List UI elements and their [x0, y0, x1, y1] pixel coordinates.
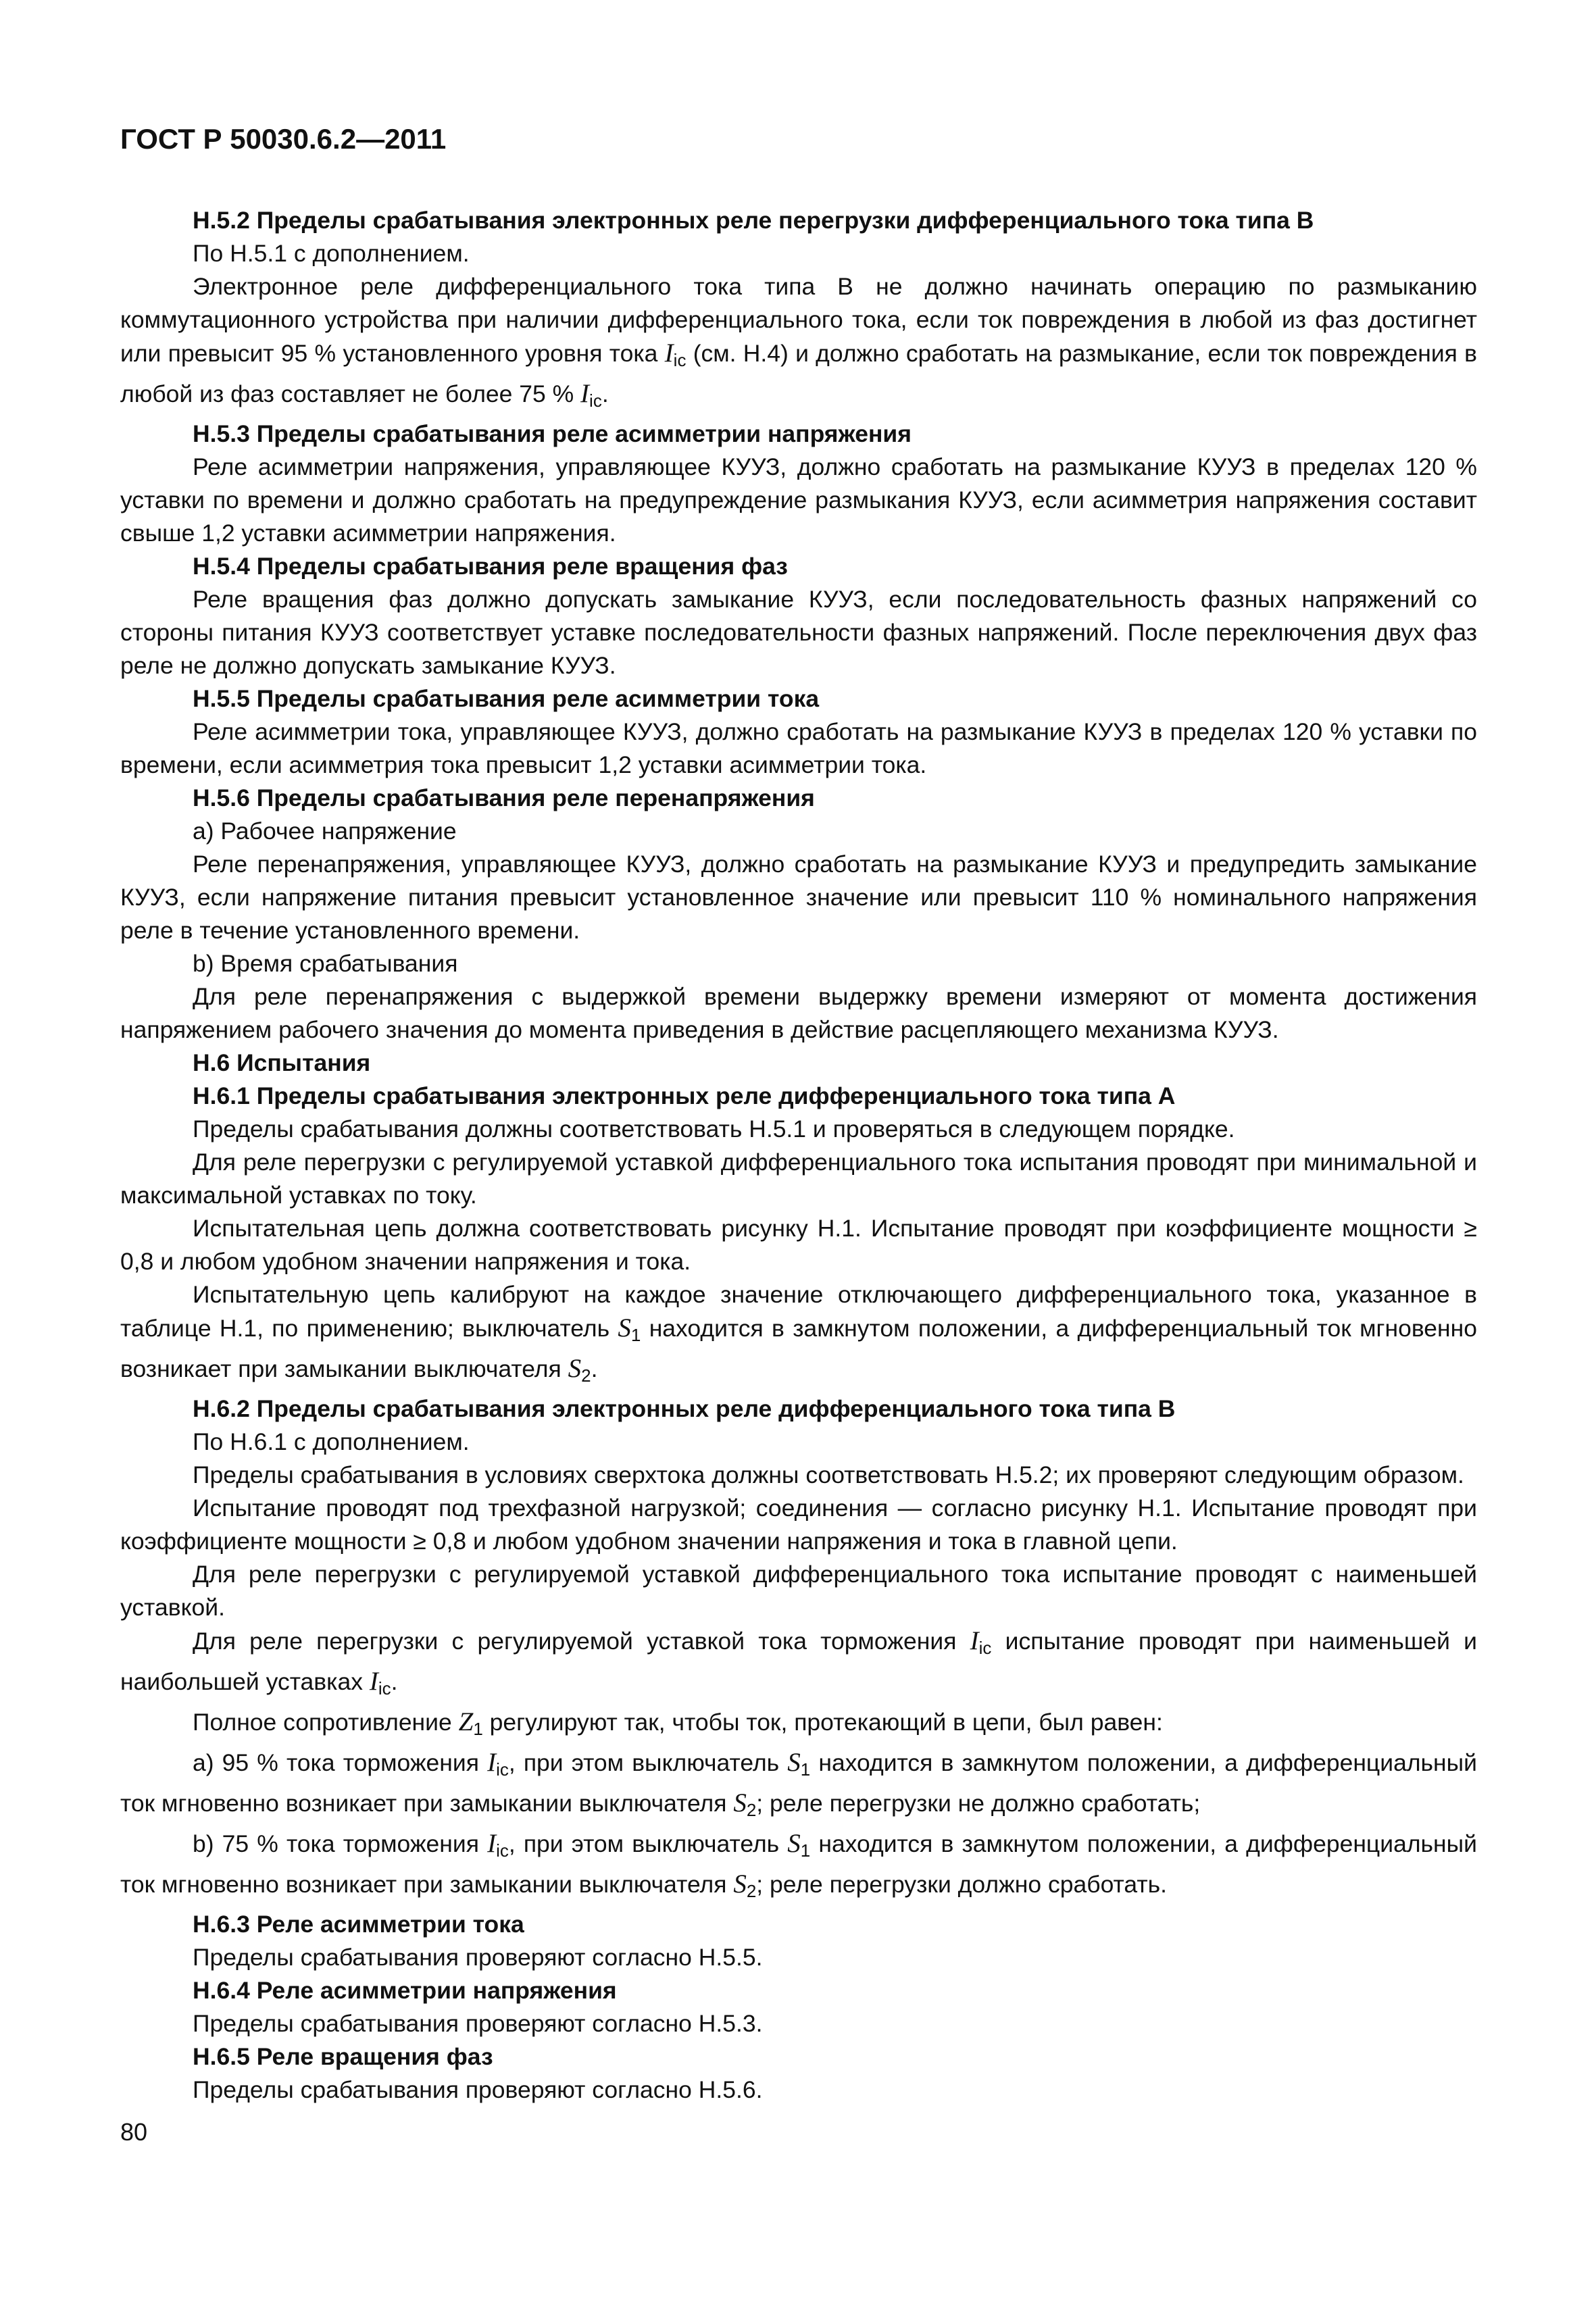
text-run: Для реле перегрузки с регулируемой уставкой тока торможения	[193, 1628, 970, 1655]
paragraph: Пределы срабатывания в условиях сверхтока должны соответствовать Н.5.2; их проверяют следующим образом.	[193, 1461, 1464, 1488]
paragraph	[120, 1827, 1477, 1908]
formula-symbol: $Z_1$	[458, 1707, 483, 1739]
section-heading: Н.6.4 Реле асимметрии напряжения	[193, 1977, 617, 2004]
paragraph: b) Время срабатывания	[193, 950, 458, 977]
text-run: а) 95 % тока торможения	[193, 1749, 488, 1776]
paragraph: Пределы срабатывания проверяют согласно Н.5.5.	[193, 1944, 763, 1971]
document-header: ГОСТ Р 50030.6.2—2011	[120, 123, 447, 155]
section-heading: Н.6.2 Пределы срабатывания электронных реле дифференциального тока типа В	[193, 1395, 1176, 1422]
text-run: Электронное реле дифференциального тока типа В не должно начинать операцию по размыканию коммутационного устройства при наличии дифференциального тока, если ток повреждения в любой из фаз достигнет или превысит 95 % установленного уровня тока	[120, 273, 1477, 367]
paragraph: Пределы срабатывания проверяют согласно Н.5.3.	[193, 2010, 763, 2037]
formula-symbol: $I_{ic}$	[369, 1667, 391, 1699]
paragraph: По Н.6.1 с дополнением.	[193, 1428, 470, 1455]
paragraph: Для реле перенапряжения с выдержкой времени выдержку времени измеряют от момента достижения напряжением рабочего значения до момента приведения в действие расцепляющего механизма КУУЗ.	[120, 983, 1477, 1043]
paragraph: Для реле перегрузки с регулируемой уставкой дифференциального тока испытания проводят при минимальной и максимальной уставках по току.	[120, 1149, 1477, 1209]
paragraph: Испытательная цепь должна соответствовать рисунку Н.1. Испытание проводят при коэффициенте мощности ≥ 0,8 и любом удобном значении напряжения и тока.	[120, 1215, 1477, 1275]
text-run: находится в замкнутом положении, а дифференциальный ток мгновенно возникает при замыкании выключателя	[120, 1749, 1477, 1817]
text-run: b) 75 % тока торможения	[193, 1830, 488, 1857]
section-heading: Н.6 Испытания	[193, 1049, 371, 1076]
paragraph	[120, 1705, 1477, 1746]
text-run: испытание проводят при наименьшей и наибольшей уставках	[120, 1628, 1477, 1695]
text-run: регулируют так, чтобы ток, протекающий в цепи, был равен:	[482, 1709, 1163, 1736]
text-run: находится в замкнутом положении, а дифференциальный ток мгновенно возникает при замыкании выключателя	[120, 1315, 1477, 1382]
paragraph	[120, 1624, 1477, 1705]
paragraph: Реле асимметрии тока, управляющее КУУЗ, должно сработать на размыкание КУУЗ в пределах 120 % уставки по времени, если асимметрия тока превысит 1,2 уставки асимметрии тока.	[120, 718, 1477, 778]
section-heading: Н.5.5 Пределы срабатывания реле асимметрии тока	[193, 685, 820, 712]
text-run: ; реле перегрузки не должно сработать;	[756, 1790, 1201, 1817]
text-run: находится в замкнутом положении, а дифференциальный ток мгновенно возникает при замыкании выключателя	[120, 1830, 1477, 1898]
text-run: , при этом выключатель	[508, 1749, 788, 1776]
formula-symbol: $S_1$	[618, 1313, 641, 1345]
section-heading: Н.5.3 Пределы срабатывания реле асимметрии напряжения	[193, 420, 912, 447]
section-heading: Н.5.4 Пределы срабатывания реле вращения фаз	[193, 553, 788, 580]
paragraph: Реле перенапряжения, управляющее КУУЗ, должно сработать на размыкание КУУЗ и предупредить замыкание КУУЗ, если напряжение питания превысит установленное значение или превысит 110 % номинального напряжения реле в течение установленного времени.	[120, 851, 1477, 944]
text-run: Испытательную цепь калибруют на каждое значение отключающего дифференциального тока, указанное в таблице Н.1, по применению; выключатель	[120, 1281, 1477, 1342]
section-heading: Н.5.6 Пределы срабатывания реле перенапряжения	[193, 784, 815, 811]
document-body	[120, 204, 1477, 2107]
page-number: 80	[120, 2118, 148, 2146]
section-heading: Н.6.1 Пределы срабатывания электронных реле дифференциального тока типа А	[193, 1082, 1176, 1109]
paragraph: Для реле перегрузки с регулируемой уставкой дифференциального тока испытание проводят с наименьшей уставкой.	[120, 1561, 1477, 1621]
formula-symbol: $I_{ic}$	[487, 1829, 509, 1861]
text-run: Полное сопротивление	[193, 1709, 459, 1736]
section-heading: Н.6.3 Реле асимметрии тока	[193, 1911, 524, 1938]
formula-symbol: $I_{ic}$	[970, 1626, 992, 1658]
section-heading: Н.5.2 Пределы срабатывания электронных реле перегрузки дифференциального тока типа В	[193, 207, 1314, 234]
formula-symbol: $S_1$	[787, 1748, 811, 1780]
paragraph	[120, 1746, 1477, 1827]
formula-symbol: $I_{ic}$	[580, 379, 602, 411]
paragraph: Реле вращения фаз должно допускать замыкание КУУЗ, если последовательность фазных напряжений со стороны питания КУУЗ соответствует уставке последовательности фазных напряжений. После переключения двух фаз реле не должно допускать замыкание КУУЗ.	[120, 586, 1477, 679]
text-run: .	[591, 1355, 598, 1382]
paragraph	[120, 270, 1477, 418]
text-run: (см. Н.4) и должно сработать на размыкание, если ток повреждения в любой из фаз составляет не более 75 %	[120, 340, 1478, 407]
formula-symbol: $I_{ic}$	[664, 338, 687, 370]
paragraph: По Н.5.1 с дополнением.	[193, 240, 470, 267]
paragraph: а) Рабочее напряжение	[193, 818, 457, 845]
formula-symbol: $S_2$	[568, 1354, 591, 1386]
text-run: , при этом выключатель	[508, 1830, 788, 1857]
paragraph: Испытание проводят под трехфазной нагрузкой; соединения — согласно рисунку Н.1. Испытание проводят при коэффициенте мощности ≥ 0,8 и любом удобном значении напряжения и тока в главной цепи.	[120, 1494, 1477, 1555]
section-heading: Н.6.5 Реле вращения фаз	[193, 2043, 493, 2070]
formula-symbol: $S_2$	[733, 1869, 757, 1901]
text-run: .	[601, 380, 609, 407]
paragraph: Пределы срабатывания должны соответствовать Н.5.1 и проверяться в следующем порядке.	[193, 1115, 1235, 1142]
formula-symbol: $I_{ic}$	[487, 1748, 509, 1780]
paragraph: Реле асимметрии напряжения, управляющее КУУЗ, должно сработать на размыкание КУУЗ в пределах 120 % уставки по времени и должно сработать на предупреждение размыкания КУУЗ, если асимметрия напряжения составит свыше 1,2 уставки асимметрии напряжения.	[120, 453, 1477, 547]
formula-symbol: $S_2$	[733, 1788, 757, 1820]
text-run: ; реле перегрузки должно сработать.	[756, 1871, 1167, 1898]
formula-symbol: $S_1$	[787, 1829, 811, 1861]
paragraph: Пределы срабатывания проверяют согласно Н.5.6.	[193, 2076, 763, 2103]
text-run: .	[391, 1668, 398, 1695]
paragraph	[120, 1278, 1477, 1392]
